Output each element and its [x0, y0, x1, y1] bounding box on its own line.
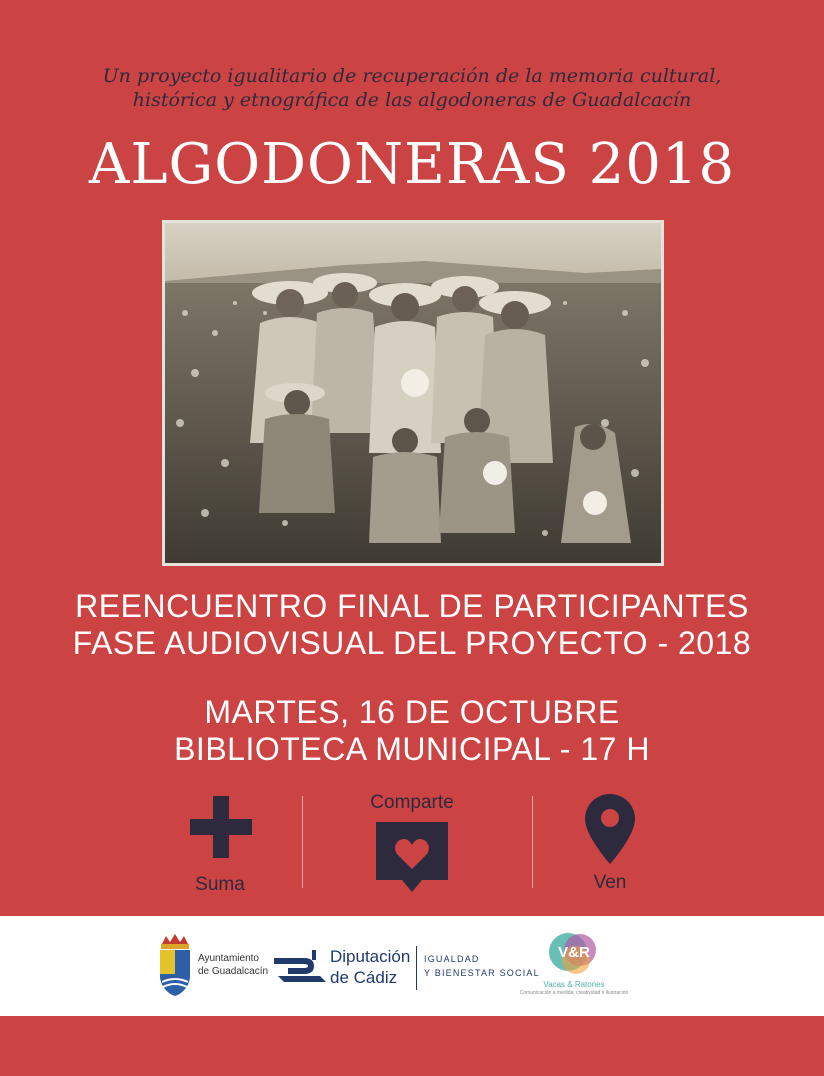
- ayuntamiento-line-1: Ayuntamiento: [198, 953, 259, 964]
- diputacion-line-2: de Cádiz: [330, 968, 398, 987]
- subtitle-line-1: Un proyecto igualitario de recuperación de la memoria cultural,: [102, 65, 722, 87]
- ayuntamiento-text: [198, 952, 268, 978]
- sponsors-footer: [0, 916, 824, 1016]
- comparte-label: Comparte: [370, 792, 454, 813]
- vr-name: Vacas & Ratones: [543, 980, 605, 989]
- coat-of-arms-icon: [156, 934, 194, 996]
- footer-divider: [416, 946, 417, 990]
- heart-bubble-icon: [376, 822, 448, 894]
- suma-label: Suma: [195, 874, 245, 895]
- diputacion-text: [330, 946, 410, 988]
- event-line-2: FASE AUDIOVISUAL DEL PROYECTO - 2018: [72, 625, 752, 661]
- divider-left: [302, 796, 303, 888]
- event-heading: [0, 588, 824, 662]
- ven-label: Ven: [593, 872, 627, 893]
- actions-row: [0, 790, 824, 900]
- event-date-place: [0, 694, 824, 768]
- cotton-pickers-photo-icon: [165, 223, 661, 563]
- diputacion-logo-icon: [274, 950, 326, 982]
- plus-icon: [190, 796, 252, 858]
- historic-photo: [162, 220, 664, 566]
- date-line: MARTES, 16 DE OCTUBRE: [204, 694, 620, 730]
- igualdad-text: [424, 952, 540, 980]
- ayuntamiento-line-2: de Guadalcacín: [198, 966, 269, 977]
- igualdad-line-1: IGUALDAD: [424, 954, 480, 964]
- vr-tagline: Comunicación a medida, creatividad e ilustración: [519, 990, 629, 996]
- subtitle-line-2: histórica y etnográfica de las algodoneras de Guadalcacín: [132, 89, 692, 111]
- map-pin-icon: [585, 794, 635, 864]
- place-line: BIBLIOTECA MUNICIPAL - 17 H: [174, 731, 650, 767]
- vr-mark: V&R: [558, 944, 590, 961]
- igualdad-line-2: Y BIENESTAR SOCIAL: [424, 968, 540, 978]
- divider-right: [532, 796, 533, 888]
- event-line-1: REENCUENTRO FINAL DE PARTICIPANTES: [75, 588, 749, 624]
- main-title: ALGODONERAS 2018: [88, 132, 736, 197]
- diputacion-line-1: Diputación: [330, 947, 411, 966]
- project-subtitle: [0, 64, 824, 112]
